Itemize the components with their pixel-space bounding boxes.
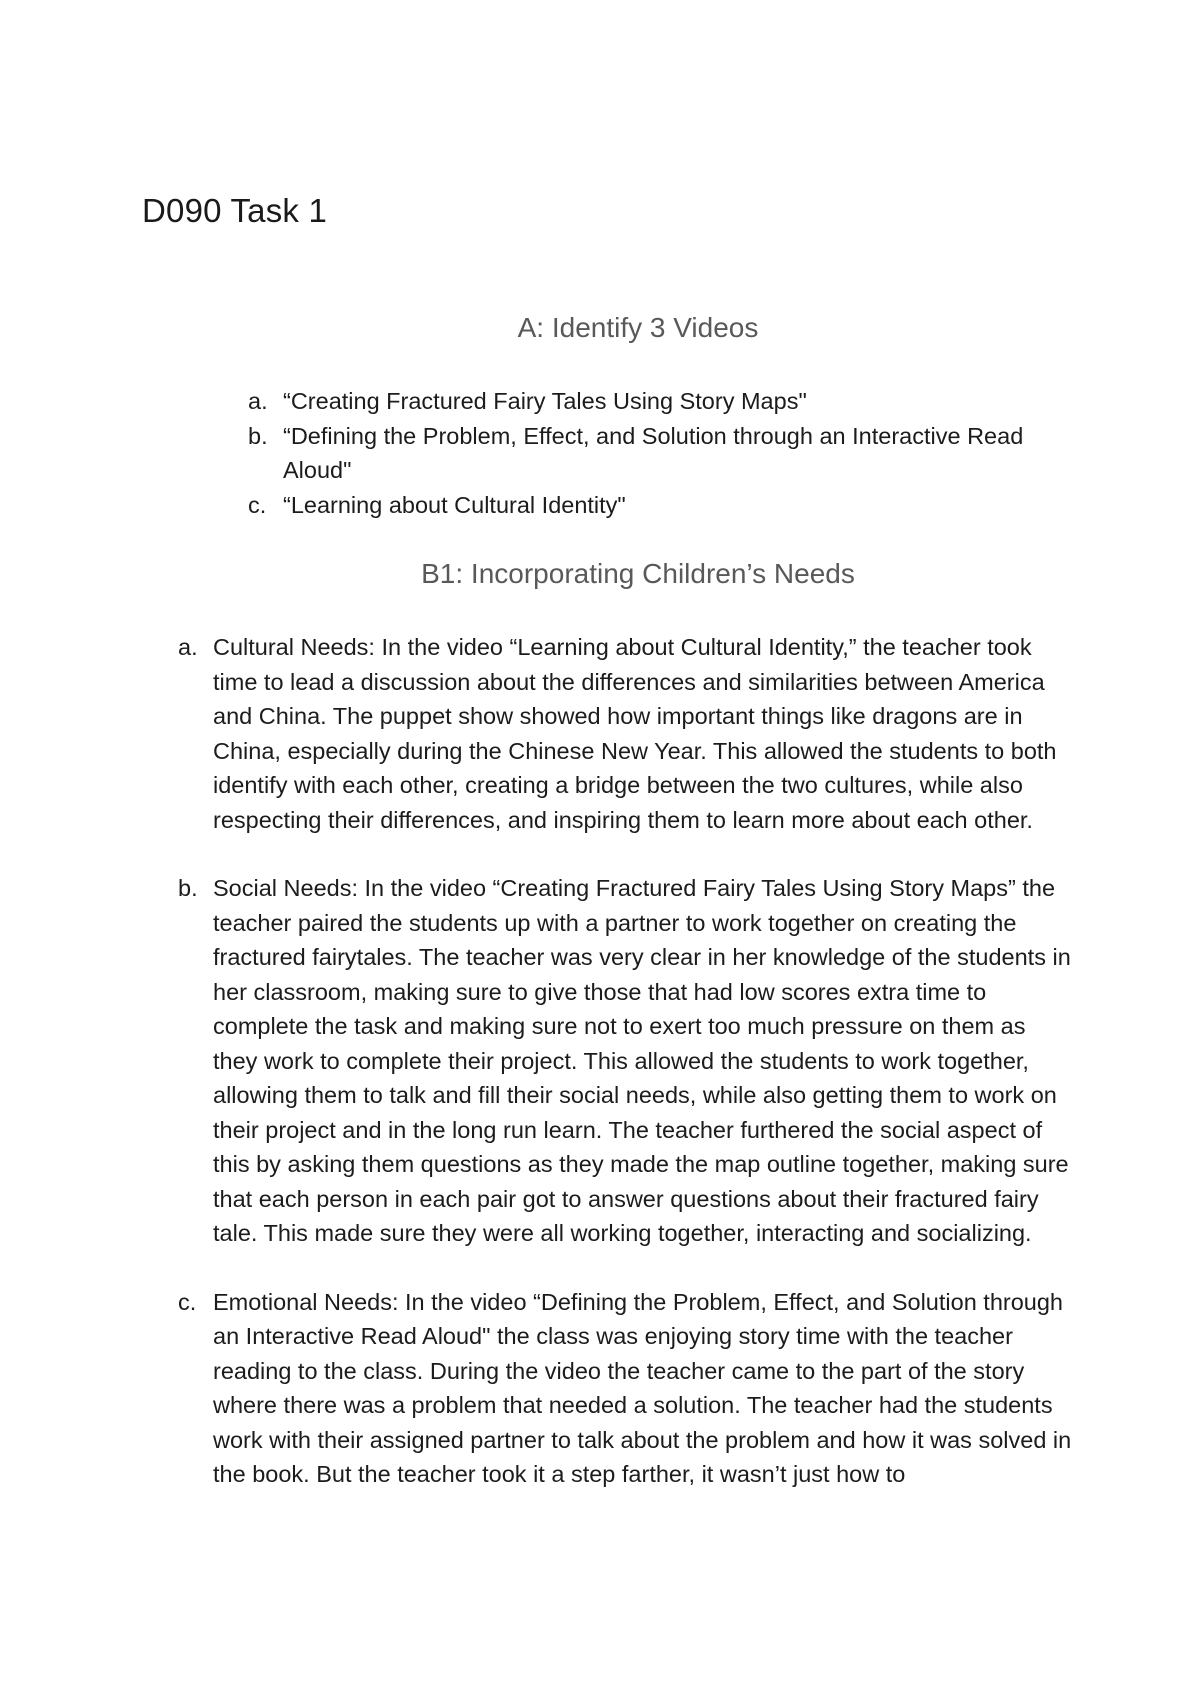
video-list-item [248,488,1063,523]
video-title: “Creating Fractured Fairy Tales Using Story Maps" [283,388,807,414]
document-title: D090 Task 1 [142,192,328,229]
needs-paragraph-social [178,871,1073,1251]
section-a-heading: A: Identify 3 Videos [517,312,759,343]
video-title: “Learning about Cultural Identity" [283,491,626,518]
list-marker: a. [178,634,198,660]
section-b1-heading: B1: Incorporating Children’s Needs [421,558,855,589]
list-marker: b. [178,875,198,901]
video-title: “Defining the Problem, Effect, and Solution through an Interactive Read Aloud" [283,422,1024,483]
list-marker: b. [248,422,268,449]
needs-paragraph-cultural [178,630,1073,837]
paragraph-text: Emotional Needs: In the video “Defining the Problem, Effect, and Solution through an Interactive Read Aloud" the class was enjoying story time with the teacher reading to the class. During the video the teacher came to the part of the story where there was a problem that needed a solution. The teacher had the students work with their assigned partner to talk about the problem and how it was solved in the book. But the teacher took it a step farther, it wasn’t just how to [213,1288,1072,1487]
paragraph-text: Cultural Needs: In the video “Learning about Cultural Identity,” the teacher took time to lead a discussion about the differences and similarities between America and China. The puppet show showed how important things like dragons are in China, especially during the Chinese New Year. This allowed the students to both identify with each other, creating a bridge between the two cultures, while also respecting their differences, and inspiring them to learn more about each other. [213,634,1057,833]
video-list-item [248,419,1063,488]
list-marker: a. [248,388,268,414]
needs-list [178,630,1073,1526]
video-list [248,384,1063,522]
paragraph-text: Social Needs: In the video “Creating Fractured Fairy Tales Using Story Maps” the teacher paired the students up with a partner to work together on creating the fractured fairytales. The teacher was very clear in her knowledge of the students in her classroom, making sure to give those that had low scores extra time to complete the task and making sure not to exert too much pressure on them as they work to complete their project. This allowed the students to work together, allowing them to talk and fill their social needs, while also getting them to work on their project and in the long run learn. The teacher furthered the social aspect of this by asking them questions as they made the map outline together, making sure that each person in each pair got to answer questions about their fractured fairy tale. This made sure they were all working together, interacting and socializing. [213,875,1071,1246]
list-marker: c. [178,1288,197,1315]
video-list-item [248,384,1063,419]
list-marker: c. [248,491,267,518]
needs-paragraph-emotional [178,1285,1073,1492]
